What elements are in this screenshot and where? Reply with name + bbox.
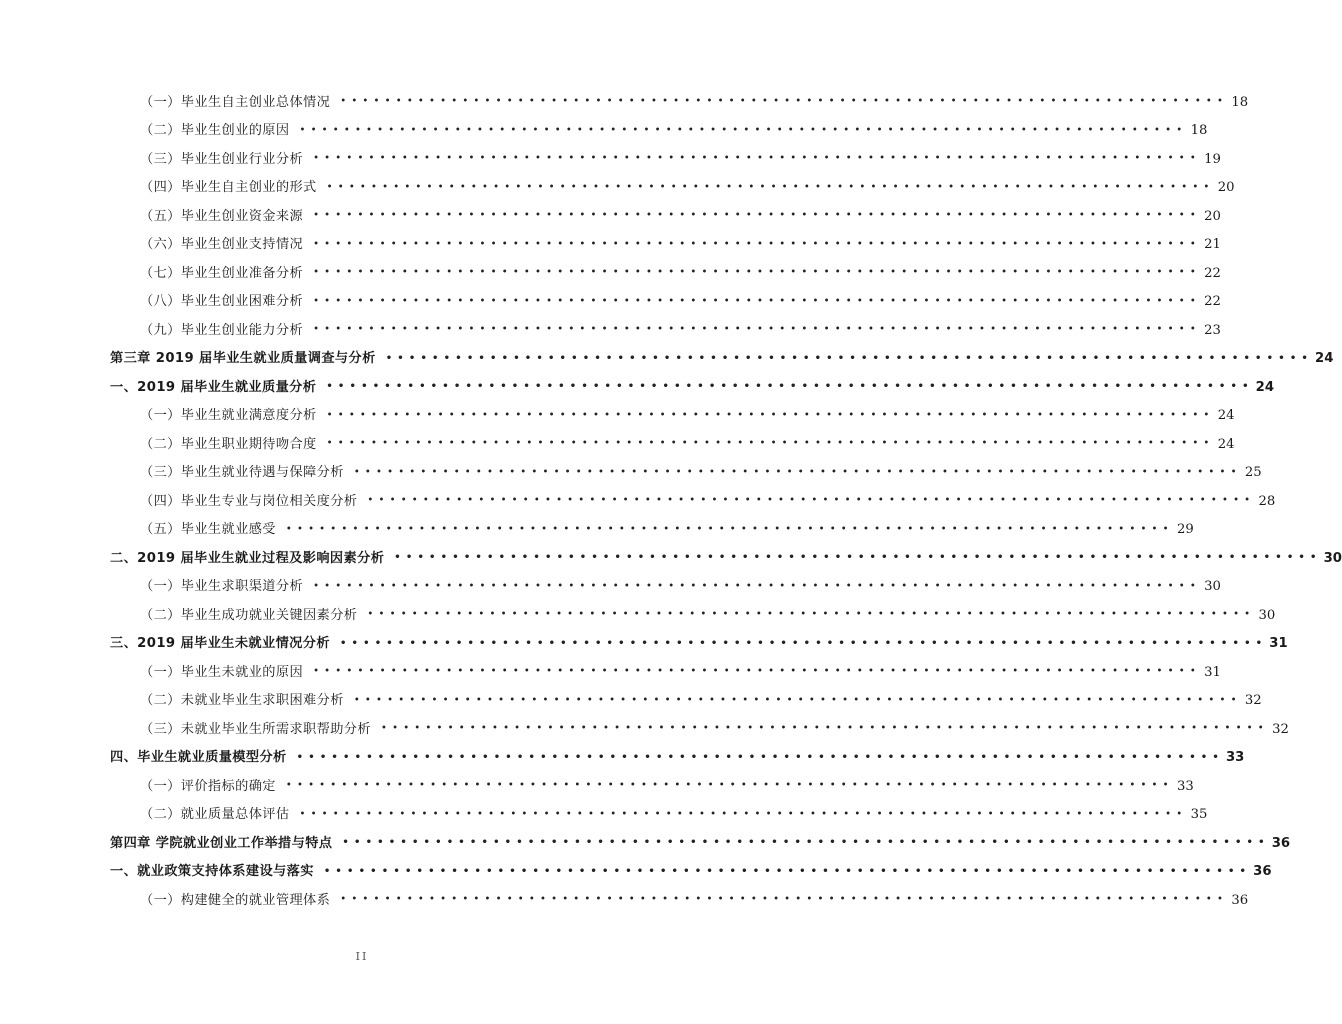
toc-subsection-entry[interactable] xyxy=(140,402,1235,431)
toc-entry-page-number: 36 xyxy=(1231,892,1249,908)
toc-subsection-entry[interactable] xyxy=(140,288,1221,317)
page-number-footer: II xyxy=(355,950,369,963)
dot-leader: •••••••••••••••••••••••••••••••••••••••••••••••••••••••••••••••••••••••••••••••• xyxy=(385,352,1314,364)
toc-entry-title: （七）毕业生创业准备分析 xyxy=(140,265,304,281)
toc-entry-title: 一、2019 届毕业生就业质量分析 xyxy=(110,379,317,395)
toc-subsection-entry[interactable] xyxy=(140,316,1221,345)
dot-leader: •••••••••••••••••••••••••••••••••••••••••••••••••••••••••••••••••••••••••••••••• xyxy=(285,780,1174,792)
dot-leader: •••••••••••••••••••••••••••••••••••••••••••••••••••••••••••••••••••••••••••••••• xyxy=(340,96,1229,108)
toc-section-entry[interactable] xyxy=(110,630,1288,659)
dot-leader: •••••••••••••••••••••••••••••••••••••••••••••••••••••••••••••••••••••••••••••••• xyxy=(326,181,1215,193)
toc-entry-title: （三）毕业生就业待遇与保障分析 xyxy=(140,465,344,481)
toc-entry-page-number: 33 xyxy=(1225,750,1245,766)
toc-section-entry[interactable] xyxy=(110,544,1342,573)
toc-entry-title: 一、就业政策支持体系建设与落实 xyxy=(110,864,314,880)
toc-entry-page-number: 24 xyxy=(1217,408,1235,424)
toc-entry-title: （一）毕业生就业满意度分析 xyxy=(140,408,317,424)
toc-section-entry[interactable] xyxy=(110,744,1245,773)
toc-subsection-entry[interactable] xyxy=(140,601,1276,630)
toc-entry-page-number: 25 xyxy=(1244,465,1262,481)
toc-entry-title: （二）毕业生创业的原因 xyxy=(140,123,290,139)
toc-entry-title: 四、毕业生就业质量模型分析 xyxy=(110,750,287,766)
toc-entry-title: （四）毕业生自主创业的形式 xyxy=(140,180,317,196)
toc-entry-page-number: 24 xyxy=(1315,351,1334,367)
toc-entry-title: （三）未就业毕业生所需求职帮助分析 xyxy=(140,721,371,737)
toc-section-entry[interactable] xyxy=(110,829,1291,858)
toc-entry-page-number: 36 xyxy=(1253,864,1272,880)
dot-leader: •••••••••••••••••••••••••••••••••••••••••••••••••••••••••••••••••••••••••••••••• xyxy=(299,124,1188,136)
dot-leader: •••••••••••••••••••••••••••••••••••••••••••••••••••••••••••••••••••••••••••••••• xyxy=(313,666,1201,678)
toc-entry-title: （一）构建健全的就业管理体系 xyxy=(140,892,331,908)
toc-subsection-entry[interactable] xyxy=(140,658,1221,687)
dot-leader: •••••••••••••••••••••••••••••••••••••••••••••••••••••••••••••••••••••••••••••••• xyxy=(313,324,1201,336)
dot-leader: •••••••••••••••••••••••••••••••••••••••••••••••••••••••••••••••••••••••••••••••• xyxy=(313,210,1201,222)
dot-leader: •••••••••••••••••••••••••••••••••••••••••••••••••••••••••••••••••••••••••••••••• xyxy=(326,381,1254,393)
toc-section-entry[interactable] xyxy=(110,858,1272,887)
dot-leader: •••••••••••••••••••••••••••••••••••••••••••••••••••••••••••••••••••••••••••••••• xyxy=(367,495,1256,507)
dot-leader: •••••••••••••••••••••••••••••••••••••••••••••••••••••••••••••••••••••••••••••••• xyxy=(367,609,1256,621)
toc-section-entry[interactable] xyxy=(110,345,1334,374)
toc-entry-title: （五）毕业生就业感受 xyxy=(140,522,276,538)
toc-subsection-entry[interactable] xyxy=(140,573,1221,602)
toc-entry-title: 二、2019 届毕业生就业过程及影响因素分析 xyxy=(110,550,385,566)
toc-entry-page-number: 35 xyxy=(1190,807,1208,823)
toc-entry-title: （二）未就业毕业生求职困难分析 xyxy=(140,693,344,709)
toc-entry-page-number: 33 xyxy=(1176,778,1194,794)
toc-entry-page-number: 18 xyxy=(1190,123,1208,139)
toc-entry-page-number: 22 xyxy=(1204,265,1221,281)
toc-subsection-entry[interactable] xyxy=(140,487,1276,516)
toc-subsection-entry[interactable] xyxy=(140,174,1235,203)
toc-entry-title: （一）评价指标的确定 xyxy=(140,778,276,794)
toc-entry-page-number: 20 xyxy=(1217,180,1235,196)
dot-leader: •••••••••••••••••••••••••••••••••••••••••••••••••••••••••••••••••••••••••••••••• xyxy=(313,238,1201,250)
dot-leader: •••••••••••••••••••••••••••••••••••••••••••••••••••••••••••••••••••••••••••••••• xyxy=(323,865,1252,877)
dot-leader: •••••••••••••••••••••••••••••••••••••••••••••••••••••••••••••••••••••••••••••••• xyxy=(285,523,1174,535)
toc-entry-title: （一）毕业生求职渠道分析 xyxy=(140,579,304,595)
toc-entry-page-number: 30 xyxy=(1204,579,1221,595)
toc-subsection-entry[interactable] xyxy=(140,259,1221,288)
toc-entry-page-number: 28 xyxy=(1258,493,1276,509)
toc-subsection-entry[interactable] xyxy=(140,231,1221,260)
toc-subsection-entry[interactable] xyxy=(140,145,1221,174)
toc-entry-page-number: 20 xyxy=(1204,208,1221,224)
toc-entry-title: （二）就业质量总体评估 xyxy=(140,807,290,823)
toc-entry-page-number: 31 xyxy=(1204,664,1221,680)
toc-entry-title: （二）毕业生职业期待吻合度 xyxy=(140,436,317,452)
toc-subsection-entry[interactable] xyxy=(140,715,1289,744)
dot-leader: •••••••••••••••••••••••••••••••••••••••••••••••••••••••••••••••••••••••••••••••• xyxy=(342,837,1270,849)
toc-entry-page-number: 21 xyxy=(1204,237,1221,253)
toc-entry-page-number: 36 xyxy=(1271,835,1291,851)
toc-entry-page-number: 32 xyxy=(1244,693,1262,709)
toc-entry-page-number: 24 xyxy=(1217,436,1235,452)
dot-leader: •••••••••••••••••••••••••••••••••••••••••••••••••••••••••••••••••••••••••••••••• xyxy=(353,466,1242,478)
toc-entry-page-number: 24 xyxy=(1255,379,1275,395)
dot-leader: •••••••••••••••••••••••••••••••••••••••••••••••••••••••••••••••••••••••••••••••• xyxy=(313,153,1201,165)
toc-entry-title: 第三章 2019 届毕业生就业质量调查与分析 xyxy=(110,351,376,367)
toc-entry-title: （五）毕业生创业资金来源 xyxy=(140,208,304,224)
dot-leader: •••••••••••••••••••••••••••••••••••••••••••••••••••••••••••••••••••••••••••••••• xyxy=(313,580,1201,592)
dot-leader: •••••••••••••••••••••••••••••••••••••••••••••••••••••••••••••••••••••••••••••••• xyxy=(353,694,1242,706)
dot-leader: •••••••••••••••••••••••••••••••••••••••••••••••••••••••••••••••••••••••••••••••• xyxy=(313,295,1201,307)
dot-leader: •••••••••••••••••••••••••••••••••••••••••••••••••••••••••••••••••••••••••••••••• xyxy=(326,409,1215,421)
toc-entry-title: （四）毕业生专业与岗位相关度分析 xyxy=(140,493,358,509)
dot-leader: •••••••••••••••••••••••••••••••••••••••••••••••••••••••••••••••••••••••••••••••• xyxy=(339,637,1268,649)
toc-entry-title: （二）毕业生成功就业关键因素分析 xyxy=(140,607,358,623)
toc-subsection-entry[interactable] xyxy=(140,886,1249,915)
toc-entry-title: （一）毕业生自主创业总体情况 xyxy=(140,94,331,110)
toc-entry-page-number: 30 xyxy=(1258,607,1276,623)
toc-subsection-entry[interactable] xyxy=(140,459,1262,488)
dot-leader: •••••••••••••••••••••••••••••••••••••••••••••••••••••••••••••••••••••••••••••••• xyxy=(313,267,1201,279)
toc-entry-page-number: 29 xyxy=(1176,522,1194,538)
toc-subsection-entry[interactable] xyxy=(140,202,1221,231)
toc-subsection-entry[interactable] xyxy=(140,117,1208,146)
toc-subsection-entry[interactable] xyxy=(140,687,1262,716)
toc-entry-title: （三）毕业生创业行业分析 xyxy=(140,151,304,167)
toc-entry-page-number: 30 xyxy=(1323,550,1342,566)
toc-entry-page-number: 18 xyxy=(1231,94,1249,110)
dot-leader: •••••••••••••••••••••••••••••••••••••••••••••••••••••••••••••••••••••••••••••••• xyxy=(296,751,1224,763)
toc-entry-title: （一）毕业生未就业的原因 xyxy=(140,664,304,680)
toc-subsection-entry[interactable] xyxy=(140,88,1249,117)
toc-entry-title: （八）毕业生创业困难分析 xyxy=(140,294,304,310)
dot-leader: •••••••••••••••••••••••••••••••••••••••••••••••••••••••••••••••••••••••••••••••• xyxy=(394,552,1322,564)
toc-subsection-entry[interactable] xyxy=(140,430,1235,459)
toc-entry-page-number: 22 xyxy=(1204,294,1221,310)
dot-leader: •••••••••••••••••••••••••••••••••••••••••••••••••••••••••••••••••••••••••••••••• xyxy=(381,723,1269,735)
toc-entry-title: （九）毕业生创业能力分析 xyxy=(140,322,304,338)
dot-leader: •••••••••••••••••••••••••••••••••••••••••••••••••••••••••••••••••••••••••••••••• xyxy=(299,808,1188,820)
toc-entry-title: 三、2019 届毕业生未就业情况分析 xyxy=(110,636,330,652)
toc-entry-page-number: 23 xyxy=(1204,322,1221,338)
toc-entry-page-number: 31 xyxy=(1269,636,1288,652)
dot-leader: •••••••••••••••••••••••••••••••••••••••••••••••••••••••••••••••••••••••••••••••• xyxy=(326,438,1215,450)
toc-entry-title: 第四章 学院就业创业工作举措与特点 xyxy=(110,835,333,851)
toc-subsection-entry[interactable] xyxy=(140,772,1194,801)
toc-section-entry[interactable] xyxy=(110,373,1275,402)
toc-entry-page-number: 32 xyxy=(1272,721,1289,737)
toc-entry-page-number: 19 xyxy=(1204,151,1221,167)
toc-subsection-entry[interactable] xyxy=(140,516,1194,545)
dot-leader: •••••••••••••••••••••••••••••••••••••••••••••••••••••••••••••••••••••••••••••••• xyxy=(340,894,1229,906)
toc-subsection-entry[interactable] xyxy=(140,801,1208,830)
toc-entry-title: （六）毕业生创业支持情况 xyxy=(140,237,304,253)
